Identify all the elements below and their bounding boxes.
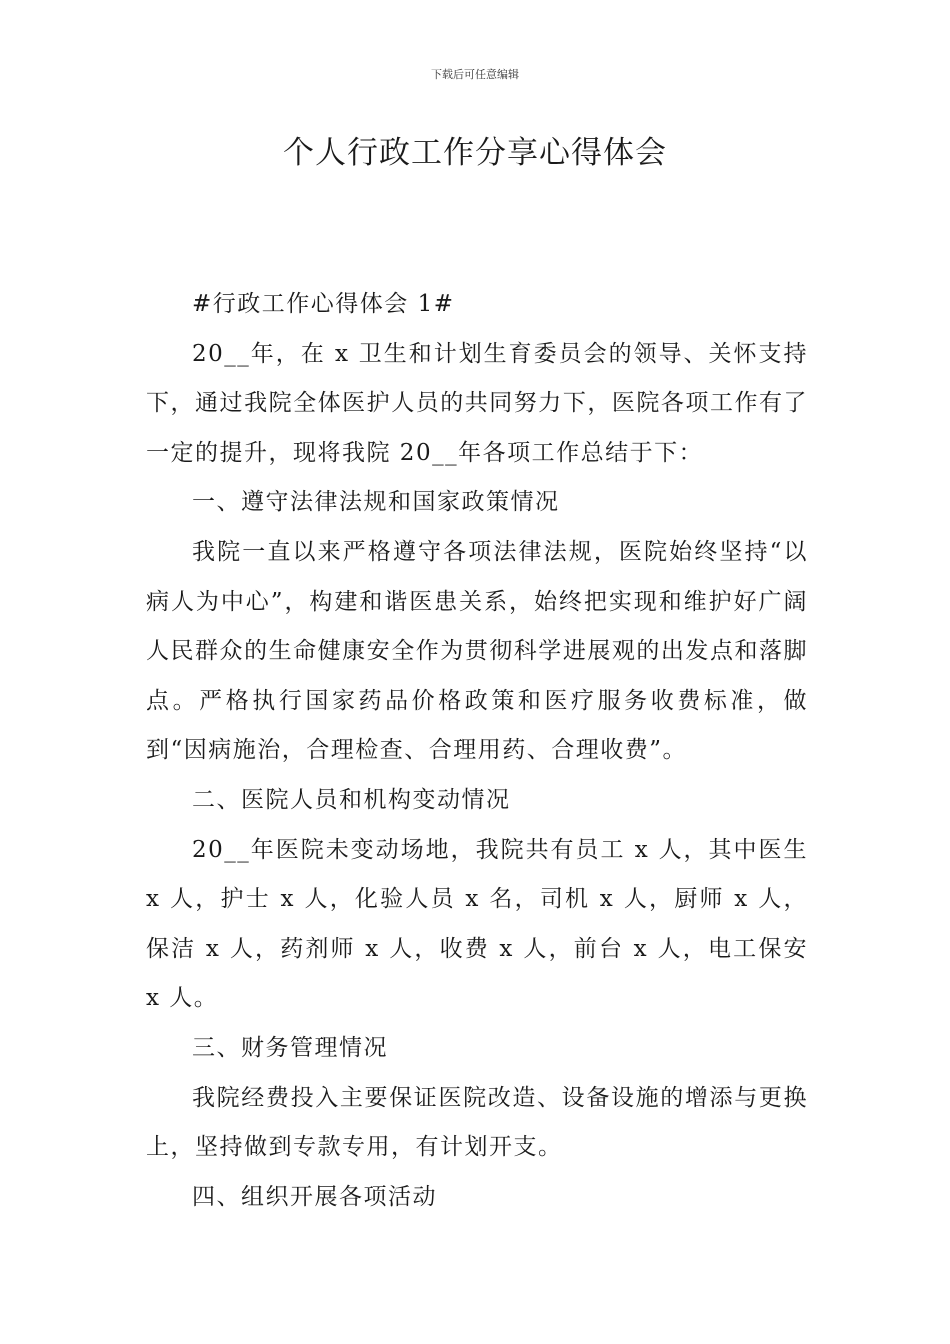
heading-section-1: 一、遵守法律法规和国家政策情况	[192, 489, 560, 516]
heading-section-2: 二、医院人员和机构变动情况	[192, 786, 511, 813]
heading-section-3: 三、财务管理情况	[192, 1034, 388, 1061]
document-title: 个人行政工作分享心得体会	[283, 135, 667, 171]
heading-section-4: 四、组织开展各项活动	[192, 1183, 437, 1210]
paragraph-intro: 20__年，在 x 卫生和计划生育委员会的领导、关怀支持下，通过我院全体医护人员的共同努力下，医院各项工作有了一定的提升，现将我院 20__年各项工作总结于下：	[146, 340, 808, 466]
paragraph-section-tag: #行政工作心得体会 1#	[192, 291, 455, 317]
paragraph-section-1: 我院一直以来严格遵守各项法律法规，医院始终坚持“以病人为中心”，构建和谐医患关系，始终把实现和维护好广阔人民群众的生命健康安全作为贯彻科学进展观的出发点和落脚点。严格执行国家药品价格政策和医疗服务收费标准，做到“因病施治，合理检查、合理用药、合理收费”。	[146, 538, 808, 764]
header-note: 下载后可任意编辑	[431, 68, 519, 81]
paragraph-section-3: 我院经费投入主要保证医院改造、设备设施的增添与更换上，坚持做到专款专用，有计划开支。	[146, 1084, 808, 1161]
document-body	[146, 280, 808, 1222]
paragraph-section-2: 20__年医院未变动场地，我院共有员工 x 人，其中医生 x 人，护士 x 人，化验人员 x 名，司机 x 人，厨师 x 人，保洁 x 人，药剂师 x 人，收费 x 人，前台 x 人，电工保安 x 人。	[146, 836, 808, 1012]
